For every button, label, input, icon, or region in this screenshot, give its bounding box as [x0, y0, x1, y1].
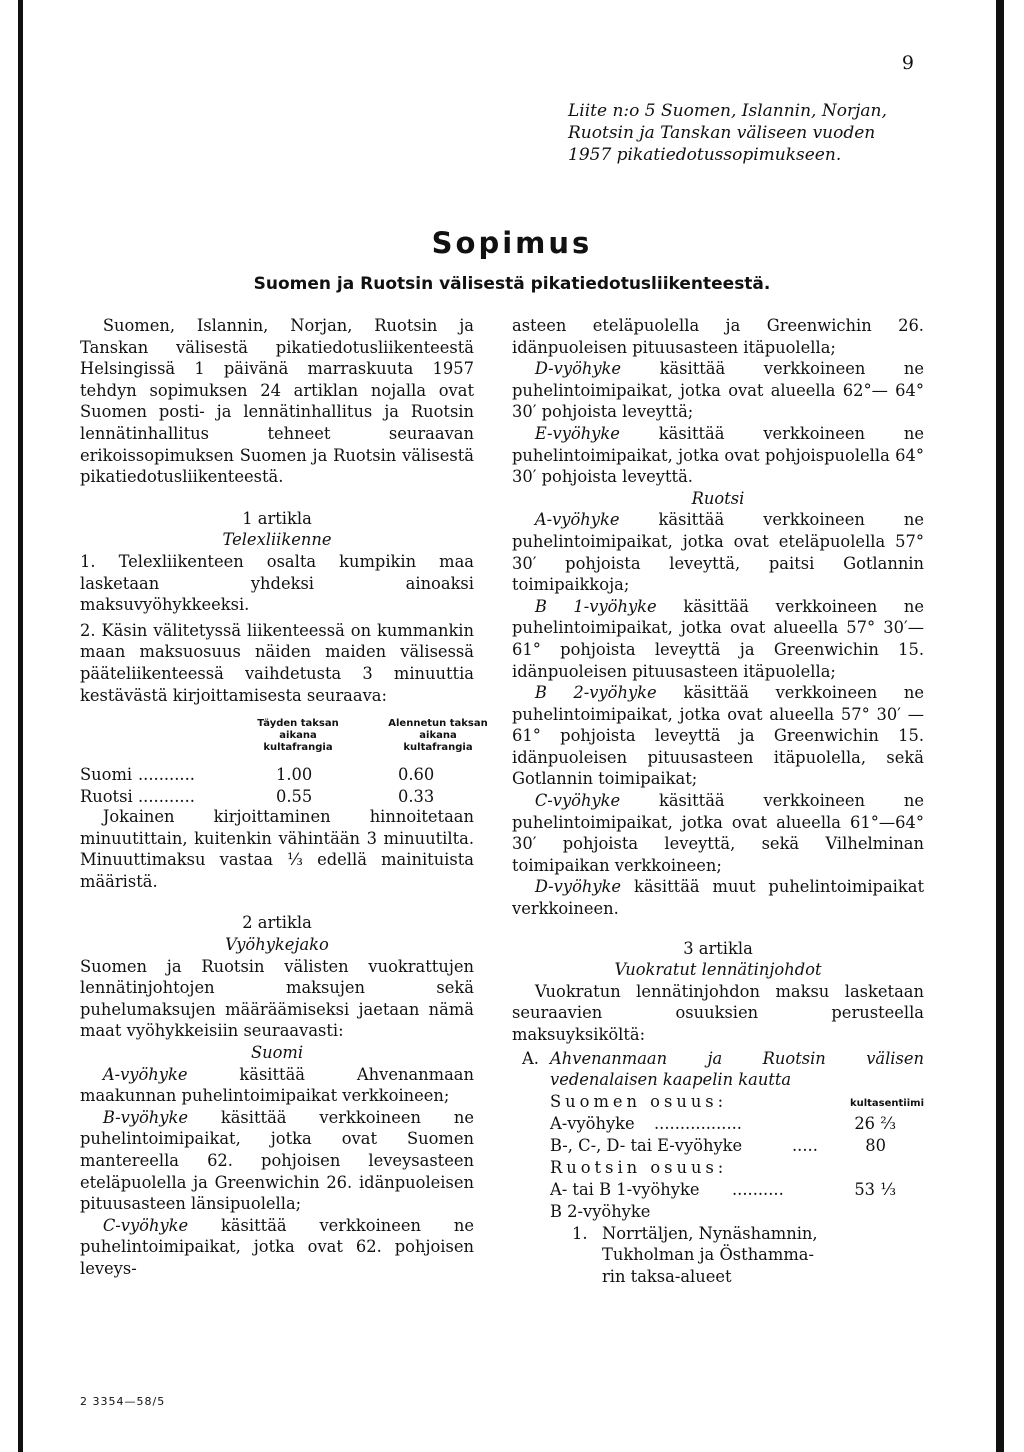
page-subtitle: Suomen ja Ruotsin välisestä pikatiedotusliikenteestä.	[253, 274, 771, 294]
list-item	[550, 1201, 924, 1223]
item-leader: .....	[792, 1135, 818, 1155]
zone-paragraph: C-vyöhyke käsittää verkkoineen ne puhelintoimipaikat, jotka ovat alueella 61°—64° 30′ pohjoista leveyttä, sekä Vilhelminan toimipaikan verkkoineen;	[512, 791, 924, 875]
article-3-heading: 3 artikla	[683, 938, 753, 958]
zone-label: E-vyöhyke	[534, 423, 620, 443]
left-margin-bar	[18, 0, 23, 1452]
unit-label: kultasentiimi	[849, 1097, 924, 1109]
zone-label: D-vyöhyke	[534, 877, 622, 897]
ruotsin-osuus-label: Ruotsin osuus:	[550, 1157, 728, 1177]
zone-label: B-vyöhyke	[102, 1107, 188, 1127]
section-a-title: Ahvenanmaan ja Ruotsin välisen vedenalaisen kaapelin kautta	[550, 1048, 924, 1090]
sub-item-line: rin taksa-alueet	[602, 1266, 732, 1286]
item-label: B-, C-, D- tai E-vyöhyke	[550, 1135, 743, 1155]
row-label: Suomi	[80, 765, 133, 785]
zone-paragraph: D-vyöhyke käsittää muut puhelintoimipaikat verkkoineen.	[512, 877, 924, 919]
zone-paragraph: A-vyöhyke käsittää Ahvenanmaan maakunnan puhelintoimipaikat verkkoineen;	[80, 1064, 474, 1106]
article-3-paragraph-1: Vuokratun lennätinjohdon maksu lasketaan seuraavien osuuksien perusteella maksuyksiköltä:	[512, 981, 924, 1044]
sub-item-number: 1.	[572, 1223, 588, 1243]
sub-item-line: Tukholman ja Östhamma-	[602, 1245, 814, 1265]
suomen-osuus-label: Suomen osuus:	[550, 1091, 728, 1111]
table-row	[80, 786, 474, 808]
item-leader: .................	[654, 1113, 742, 1133]
section-a-marker: A.	[522, 1048, 539, 1068]
row-leader: ...........	[138, 787, 195, 807]
article-1-paragraph-1: 1. Telexliikenteen osalta kumpikin maa lasketaan yhdeksi ainoaksi maksuvyöhykkeeksi.	[80, 551, 474, 615]
zone-label: A-vyöhyke	[102, 1064, 188, 1084]
appendix-line: Ruotsin ja Tanskan väliseen vuoden	[568, 123, 876, 143]
row-full-value: 0.55	[276, 787, 313, 807]
list-item	[550, 1179, 924, 1201]
list-item	[550, 1113, 924, 1135]
rate-table	[80, 710, 488, 820]
row-leader: ...........	[138, 765, 195, 785]
sub-list-item	[550, 1223, 924, 1288]
ruotsi-heading: Ruotsi	[691, 488, 745, 508]
section-a	[512, 1048, 924, 1288]
zone-paragraph: E-vyöhyke käsittää verkkoineen ne puhelintoimipaikat, jotka ovat pohjoispuolella 64° 30′ pohjoista leveyttä.	[512, 423, 924, 487]
zone-paragraph: B-vyöhyke käsittää verkkoineen ne puhelintoimipaikat, jotka ovat Suomen mantereella 62. pohjoisen leveysasteen eteläpuolella ja Greenwichin 26. idänpuoleisen pituusasteen länsipuolella;	[80, 1107, 474, 1214]
zone-label: C-vyöhyke	[534, 791, 621, 811]
zone-paragraph: B 2-vyöhyke käsittää verkkoineen ne puhelintoimipaikat, jotka ovat alueella 57° 30′ —61° pohjoista leveyttä ja Greenwichin 15. idänpuoleisen pituusasteen itäpuolella, sekä Gotlannin toimipaikat;	[512, 683, 924, 789]
item-label: B 2-vyöhyke	[550, 1201, 651, 1221]
left-column	[80, 315, 488, 1280]
article-2-subheading: Vyöhykejako	[225, 935, 329, 955]
zone-label: C-vyöhyke	[102, 1215, 189, 1235]
right-margin-bar	[996, 0, 1004, 1452]
appendix-line: 1957 pikatiedotussopimukseen.	[568, 145, 842, 165]
article-2-heading: 2 artikla	[242, 913, 312, 933]
article-1-heading: 1 artikla	[242, 508, 312, 528]
zone-paragraph: C-vyöhyke käsittää verkkoineen ne puhelintoimipaikat, jotka ovat 62. pohjoisen leveys-	[80, 1215, 474, 1278]
sub-item-line: Norrtäljen, Nynäshamnin,	[602, 1223, 818, 1243]
zone-label: A-vyöhyke	[534, 510, 620, 530]
article-2-paragraph-1: Suomen ja Ruotsin välisten vuokrattujen lennätinjohtojen maksujen sekä puhelumaksujen määräämiseksi jaetaan nämä maat vyöhykkeisiin seuraavasti:	[80, 956, 474, 1041]
suomi-heading: Suomi	[250, 1043, 304, 1063]
item-label: A- tai B 1-vyöhyke	[550, 1179, 700, 1199]
intro-paragraph: Suomen, Islannin, Norjan, Ruotsin ja Tanskan välisestä pikatiedotusliikenteestä Helsingissä 1 päivänä marraskuuta 1957 tehdyn sopimuksen 24 artiklan nojalla ovat Suomen posti- ja lennätinhallitus ja Ruotsin lennätinhallitus tehneet seuraavan erikoissopimuksen Suomen ja Ruotsin välisestä pikatiedotusliikenteestä.	[80, 316, 474, 487]
appendix-line: Liite n:o 5 Suomen, Islannin, Norjan,	[568, 101, 887, 121]
row-label: Ruotsi	[80, 787, 133, 807]
zone-label: B 1-vyöhyke	[534, 596, 657, 616]
appendix-note	[568, 100, 928, 166]
row-reduced-value: 0.60	[398, 765, 435, 785]
row-full-value: 1.00	[276, 765, 313, 785]
page-number: 9	[901, 52, 914, 74]
zone-paragraph: D-vyöhyke käsittää verkkoineen ne puhelintoimipaikat, jotka ovat alueella 62°— 64° 30′ pohjoista leveyttä;	[512, 359, 924, 422]
article-1-subheading: Telexliikenne	[222, 530, 332, 550]
share-row	[550, 1157, 924, 1179]
article-1-paragraph-3: Jokainen kirjoittaminen hinnoitetaan minuutittain, kuitenkin vähintään 3 minuutilta. Minuuttimaksu vastaa ⅓ edellä mainituista määristä.	[80, 807, 474, 891]
zone-label: D-vyöhyke	[534, 359, 622, 379]
right-column	[512, 315, 924, 1288]
zone-label: B 2-vyöhyke	[534, 683, 657, 703]
item-value: 26 ⅔	[854, 1113, 896, 1133]
share-row	[550, 1091, 924, 1113]
list-item	[550, 1135, 924, 1157]
table-header-full-rate: Täyden taksan aikana kultafrangia	[257, 718, 339, 754]
continuation-paragraph: asteen eteläpuolella ja Greenwichin 26. idänpuoleisen pituusasteen itäpuolella;	[512, 316, 924, 357]
item-value: 80	[865, 1135, 886, 1155]
table-row	[80, 764, 474, 786]
item-value: 53 ⅓	[854, 1179, 896, 1199]
zone-paragraph: B 1-vyöhyke käsittää verkkoineen ne puhelintoimipaikat, jotka ovat alueella 57° 30′— 61° pohjoista leveyttä ja Greenwichin 15. idänpuoleisen pituusasteen itäpuolella;	[512, 596, 924, 681]
row-reduced-value: 0.33	[398, 787, 435, 807]
table-header-reduced-rate: Alennetun taksan aikana kultafrangia	[388, 718, 488, 754]
page-title: Sopimus	[431, 226, 593, 260]
item-label: A-vyöhyke	[550, 1113, 635, 1133]
print-code: 2 3354—58/5	[80, 1395, 166, 1408]
article-3-subheading: Vuokratut lennätinjohdot	[614, 960, 822, 980]
zone-paragraph: A-vyöhyke käsittää verkkoineen ne puhelintoimipaikat, jotka ovat eteläpuolella 57° 30′ pohjoista leveyttä, paitsi Gotlannin toimipaikkoja;	[512, 510, 924, 595]
article-1-paragraph-2: 2. Käsin välitetyssä liikenteessä on kummankin maan maksuosuus näiden maiden välisessä pääteliikenteessä vaihdetusta 3 minuuttia kestävästä kirjoittamisesta seuraava:	[80, 620, 474, 705]
item-leader: ..........	[732, 1179, 784, 1199]
